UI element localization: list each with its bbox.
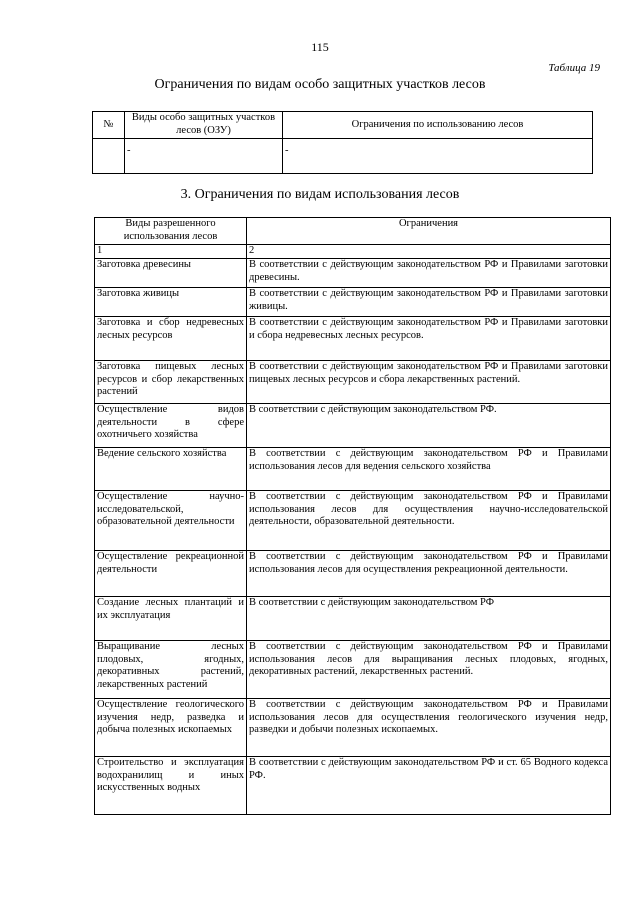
table-row <box>95 447 611 490</box>
ozu-restrictions-table <box>92 111 593 174</box>
table-cell: - <box>283 139 593 174</box>
usage-type-cell: Заготовка и сбор недревесных лесных ресурсов <box>95 316 247 360</box>
restriction-cell: В соответствии с действующим законодательством РФ <box>247 596 611 640</box>
restriction-cell: В соответствии с действующим законодательством РФ. <box>247 403 611 447</box>
usage-type-cell: Осуществление геологического изучения недр, разведка и добыча полезных ископаемых <box>95 698 247 756</box>
usage-type-cell: Заготовка пищевых лесных ресурсов и сбор лекарственных растений <box>95 360 247 403</box>
restriction-cell: В соответствии с действующим законодательством РФ и Правилами заготовки пищевых лесных ресурсов и сбора лекарственных растений. <box>247 360 611 403</box>
table-row <box>95 403 611 447</box>
restriction-cell: В соответствии с действующим законодательством РФ и Правилами заготовки и сбора недревесных лесных ресурсов. <box>247 316 611 360</box>
table-cell: - <box>125 139 283 174</box>
usage-type-cell: Ведение сельского хозяйства <box>95 447 247 490</box>
table-row <box>95 287 611 316</box>
restriction-cell: В соответствии с действующим законодательством РФ и Правилами использования лесов для ведения сельского хозяйства <box>247 447 611 490</box>
column-header: Ограничения по использованию лесов <box>283 112 593 139</box>
restriction-cell: В соответствии с действующим законодательством РФ и Правилами заготовки древесины. <box>247 258 611 287</box>
table-row <box>95 316 611 360</box>
table-header-row <box>95 218 611 245</box>
restriction-cell: В соответствии с действующим законодательством РФ и ст. 65 Водного кодекса РФ. <box>247 756 611 814</box>
restriction-cell: В соответствии с действующим законодательством РФ и Правилами использования лесов для осуществления геологического изучения недр, разведки и добычи полезных ископаемых. <box>247 698 611 756</box>
section-title: 3. Ограничения по видам использования лесов <box>180 187 460 202</box>
usage-type-cell: Осуществление видов деятельности в сфере охотничьего хозяйства <box>95 403 247 447</box>
column-header: Виды особо защитных участков лесов (ОЗУ) <box>125 112 283 139</box>
usage-type-cell: Выращивание лесных плодовых, ягодных, декоративных растений, лекарственных растений <box>95 640 247 698</box>
table19-title: Ограничения по видам особо защитных участков лесов <box>154 77 486 92</box>
table-label: Таблица 19 <box>548 62 600 74</box>
table-row <box>95 550 611 596</box>
usage-type-cell: Осуществление научно-исследовательской, образовательной деятельности <box>95 490 247 550</box>
usage-type-cell: Строительство и эксплуатация водохранилищ и иных искусственных водных <box>95 756 247 814</box>
usage-type-cell: Создание лесных плантаций и их эксплуатация <box>95 596 247 640</box>
table-row <box>95 490 611 550</box>
table-row <box>93 139 593 174</box>
table-cell <box>93 139 125 174</box>
column-number: 2 <box>247 245 611 259</box>
column-number: 1 <box>95 245 247 259</box>
column-header: № <box>93 112 125 139</box>
restriction-cell: В соответствии с действующим законодательством РФ и Правилами использования лесов для осуществления научно-исследовательской деятельности, образовательной деятельности. <box>247 490 611 550</box>
column-number-row <box>95 245 611 259</box>
table-row <box>95 596 611 640</box>
table-row <box>95 258 611 287</box>
table-row <box>95 698 611 756</box>
usage-type-cell: Заготовка древесины <box>95 258 247 287</box>
table-header-row <box>93 112 593 139</box>
usage-restrictions-table <box>94 217 611 815</box>
column-header: Ограничения <box>247 218 611 245</box>
table-row <box>95 756 611 814</box>
restriction-cell: В соответствии с действующим законодательством РФ и Правилами заготовки живицы. <box>247 287 611 316</box>
usage-type-cell: Осуществление рекреационной деятельности <box>95 550 247 596</box>
page-number: 115 <box>311 40 329 54</box>
restriction-cell: В соответствии с действующим законодательством РФ и Правилами использования лесов для осуществления рекреационной деятельности. <box>247 550 611 596</box>
column-header: Виды разрешенного использования лесов <box>95 218 247 245</box>
table-row <box>95 360 611 403</box>
restriction-cell: В соответствии с действующим законодательством РФ и Правилами использования лесов для выращивания лесных плодовых, ягодных, декоративных растений, лекарственных растений. <box>247 640 611 698</box>
usage-type-cell: Заготовка живицы <box>95 287 247 316</box>
table-row <box>95 640 611 698</box>
